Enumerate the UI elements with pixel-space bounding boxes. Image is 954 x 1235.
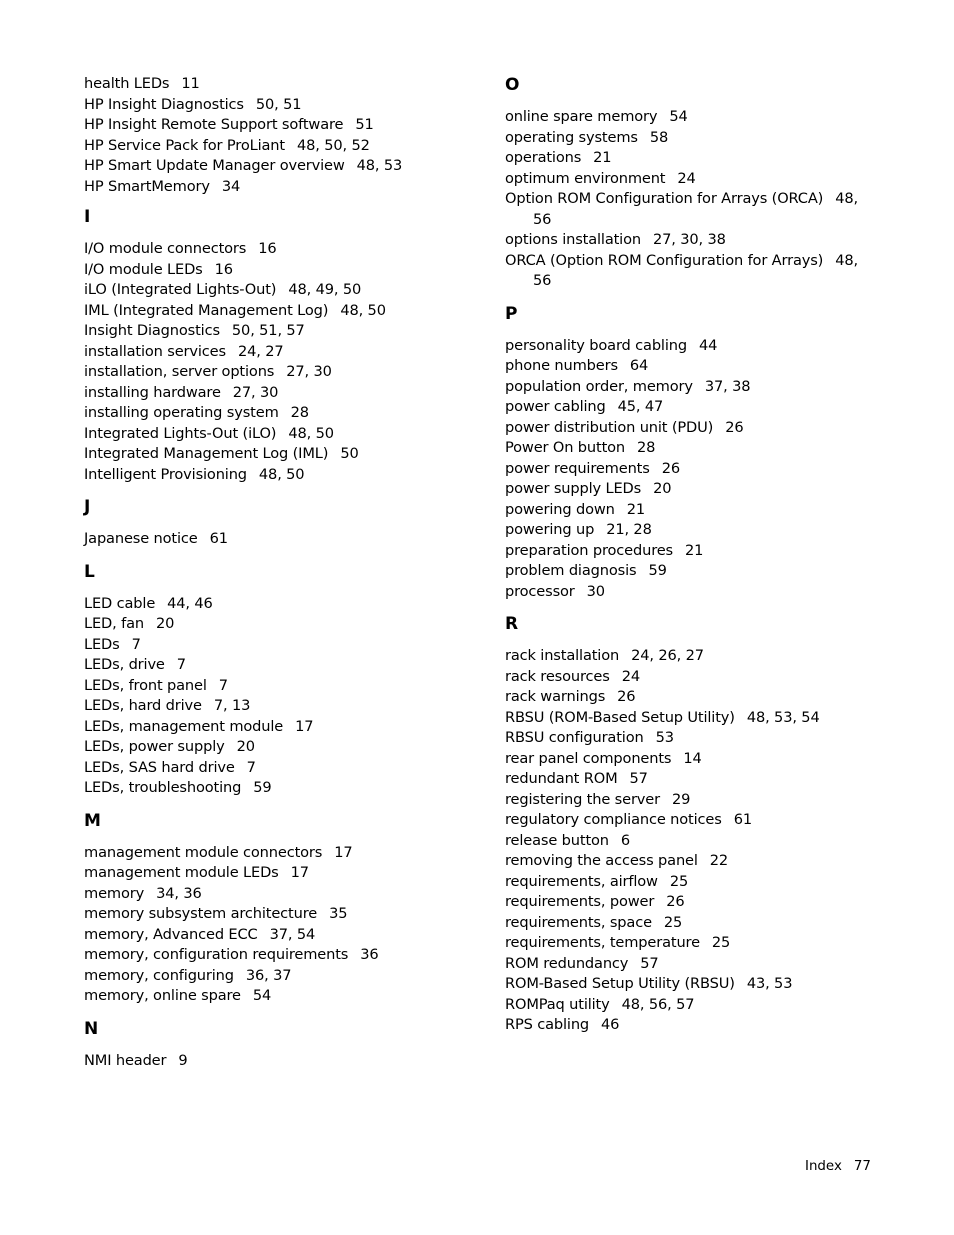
index-term: phone numbers bbox=[505, 357, 618, 374]
index-term: population order, memory bbox=[505, 377, 693, 395]
index-entry bbox=[84, 301, 484, 322]
index-term: requirements, space bbox=[505, 913, 652, 931]
index-page-refs: 6 bbox=[620, 831, 631, 849]
index-entry bbox=[84, 676, 484, 697]
index-term: HP Smart Update Manager overview bbox=[84, 157, 345, 174]
index-entry bbox=[84, 1051, 484, 1072]
index-entry bbox=[84, 362, 484, 383]
index-term: IML (Integrated Management Log) bbox=[84, 301, 329, 319]
index-term: HP SmartMemory bbox=[84, 177, 210, 195]
section-letter-heading: P bbox=[505, 303, 518, 324]
index-page-refs: 46 bbox=[601, 1016, 620, 1033]
index-term: installation services bbox=[84, 342, 226, 360]
index-page-refs: 48, bbox=[835, 251, 858, 269]
index-page-refs: 7 bbox=[176, 656, 186, 673]
index-entry bbox=[84, 635, 484, 656]
index-term: LEDs, drive bbox=[84, 656, 165, 673]
index-term: RBSU (ROM-Based Setup Utility) bbox=[505, 708, 735, 726]
index-page-refs: 25 bbox=[663, 913, 683, 931]
index-entry bbox=[84, 945, 484, 966]
index-entry bbox=[505, 892, 875, 913]
index-page-refs: 7 bbox=[131, 635, 141, 653]
index-term: installing operating system bbox=[84, 404, 279, 421]
index-term: LED, fan bbox=[84, 615, 144, 632]
page-number: 77 bbox=[853, 1159, 871, 1174]
index-entry bbox=[505, 687, 875, 708]
index-page-refs: 24, 27 bbox=[237, 342, 284, 360]
index-term: removing the access panel bbox=[505, 852, 698, 869]
index-term: I/O module connectors bbox=[84, 240, 247, 257]
index-entry bbox=[84, 342, 484, 363]
section-letter-heading: J bbox=[84, 497, 91, 517]
index-entry bbox=[84, 863, 484, 884]
index-entry bbox=[84, 177, 484, 198]
section-letter-heading: N bbox=[84, 1018, 99, 1039]
index-term: LEDs bbox=[84, 635, 120, 653]
index-page-refs: 48, 53, 54 bbox=[746, 708, 820, 726]
index-term: HP Service Pack for ProLiant bbox=[84, 136, 285, 154]
index-term: memory, configuring bbox=[84, 966, 234, 984]
index-entry bbox=[505, 769, 875, 790]
index-entry bbox=[84, 424, 484, 445]
index-term: HP Insight Remote Support software bbox=[84, 116, 344, 133]
index-entry bbox=[84, 614, 484, 635]
index-entry bbox=[505, 189, 875, 230]
index-entry bbox=[505, 500, 875, 521]
index-term: memory, online spare bbox=[84, 987, 241, 1004]
index-page-refs: 48, 53 bbox=[356, 157, 403, 174]
index-entry bbox=[84, 260, 484, 281]
page-footer bbox=[805, 1158, 871, 1176]
index-entry bbox=[505, 749, 875, 770]
index-term: online spare memory bbox=[505, 108, 658, 125]
index-term: memory, configuration requirements bbox=[84, 946, 349, 963]
index-entry bbox=[84, 465, 484, 486]
index-term: rack resources bbox=[505, 667, 610, 685]
index-page-refs: 24 bbox=[621, 667, 640, 685]
index-page-refs: 44 bbox=[698, 336, 718, 354]
index-term: registering the server bbox=[505, 790, 660, 808]
index-entry bbox=[505, 831, 875, 852]
index-term: power cabling bbox=[505, 398, 606, 415]
index-entry bbox=[84, 737, 484, 758]
index-term: powering up bbox=[505, 521, 595, 538]
index-page-refs: 17 bbox=[334, 843, 353, 861]
index-page-refs: 51 bbox=[355, 116, 374, 133]
index-page-refs: 26 bbox=[661, 459, 680, 477]
index-page-refs: 36 bbox=[360, 946, 379, 963]
index-term: power requirements bbox=[505, 459, 650, 477]
index-page-refs: 50, 51 bbox=[255, 95, 302, 113]
index-term: requirements, airflow bbox=[505, 872, 658, 890]
index-page-refs: 59 bbox=[253, 779, 272, 796]
index-entry bbox=[505, 810, 875, 831]
index-page-refs: 48, 50 bbox=[340, 301, 386, 319]
index-entry bbox=[84, 280, 484, 301]
index-page-refs: 22 bbox=[709, 852, 729, 869]
index-term: processor bbox=[505, 582, 575, 600]
index-page-refs: 24 bbox=[677, 169, 696, 187]
index-page-refs: 34 bbox=[221, 177, 241, 195]
index-term: optimum environment bbox=[505, 169, 666, 187]
index-term: I/O module LEDs bbox=[84, 260, 203, 278]
index-entry bbox=[505, 459, 875, 480]
index-page-refs: 11 bbox=[181, 75, 200, 92]
index-entry bbox=[84, 239, 484, 260]
index-page-refs: 20 bbox=[236, 738, 255, 755]
index-term: LEDs, power supply bbox=[84, 738, 225, 755]
index-term: ROM-Based Setup Utility (RBSU) bbox=[505, 975, 735, 992]
index-entry bbox=[505, 708, 875, 729]
index-term: LEDs, front panel bbox=[84, 676, 207, 694]
index-page-refs: 21 bbox=[626, 500, 646, 518]
index-page-refs: 35 bbox=[329, 905, 348, 922]
index-term: redundant ROM bbox=[505, 770, 618, 787]
index-term: installation, server options bbox=[84, 363, 275, 380]
index-page-refs: 48, 49, 50 bbox=[288, 281, 362, 298]
index-term: HP Insight Diagnostics bbox=[84, 95, 244, 113]
index-term: memory subsystem architecture bbox=[84, 905, 318, 922]
index-page-refs: 26 bbox=[666, 893, 685, 910]
index-page-refs: 21 bbox=[593, 149, 612, 166]
index-page-refs: 54 bbox=[669, 108, 688, 125]
index-term: Integrated Management Log (IML) bbox=[84, 445, 329, 462]
section-letter-heading: I bbox=[84, 207, 91, 227]
index-entry bbox=[84, 925, 484, 946]
index-section-m bbox=[84, 810, 484, 1007]
index-page-refs: 28 bbox=[290, 404, 309, 421]
index-page-refs: 57 bbox=[640, 954, 659, 972]
index-term: RBSU configuration bbox=[505, 729, 644, 746]
index-entry bbox=[505, 169, 875, 190]
index-term: health LEDs bbox=[84, 75, 170, 92]
index-entry bbox=[84, 696, 484, 717]
index-entry bbox=[84, 904, 484, 925]
index-page-refs-continued: 56 bbox=[533, 272, 552, 289]
index-term: requirements, temperature bbox=[505, 934, 700, 951]
section-letter-heading: R bbox=[505, 614, 519, 634]
index-page-refs: 7 bbox=[218, 676, 228, 694]
index-term: regulatory compliance notices bbox=[505, 811, 722, 828]
index-page-refs: 61 bbox=[209, 530, 228, 547]
index-entry bbox=[505, 418, 875, 439]
index-page-refs: 17 bbox=[295, 717, 314, 735]
index-entry bbox=[84, 843, 484, 864]
index-entry bbox=[505, 995, 875, 1016]
index-term: RPS cabling bbox=[505, 1016, 590, 1033]
index-term: installing hardware bbox=[84, 383, 221, 401]
index-page-refs: 16 bbox=[214, 260, 233, 278]
index-entry bbox=[505, 667, 875, 688]
index-page-refs: 24, 26, 27 bbox=[631, 647, 704, 664]
index-page-refs: 54 bbox=[252, 987, 272, 1004]
index-page-refs: 48, 50 bbox=[288, 424, 334, 442]
index-entry bbox=[505, 356, 875, 377]
index-column-left bbox=[84, 74, 484, 1071]
index-entry bbox=[505, 913, 875, 934]
index-section-o bbox=[505, 74, 875, 292]
index-page-refs: 21, 28 bbox=[606, 521, 652, 538]
index-term: power supply LEDs bbox=[505, 480, 642, 497]
index-page-refs: 17 bbox=[290, 864, 309, 881]
index-page-refs: 48, 50 bbox=[258, 465, 305, 483]
index-page-refs: 27, 30 bbox=[232, 383, 279, 401]
index-term: powering down bbox=[505, 500, 615, 518]
index-term: LEDs, management module bbox=[84, 717, 284, 735]
index-entry bbox=[84, 74, 484, 95]
index-page-refs-continued: 56 bbox=[533, 210, 552, 228]
index-page-refs: 7, 13 bbox=[213, 697, 251, 714]
index-term: ROM redundancy bbox=[505, 954, 629, 972]
index-entry bbox=[84, 778, 484, 799]
index-page-refs: 44, 46 bbox=[167, 594, 213, 612]
index-entry bbox=[84, 156, 484, 177]
index-term: Intelligent Provisioning bbox=[84, 465, 247, 483]
index-page-refs: 53 bbox=[655, 729, 674, 746]
index-entry bbox=[505, 520, 875, 541]
index-term: management module LEDs bbox=[84, 864, 279, 881]
index-term: iLO (Integrated Lights-Out) bbox=[84, 281, 277, 298]
index-page-refs: 25 bbox=[669, 872, 689, 890]
index-section-i bbox=[84, 206, 484, 485]
index-entry bbox=[84, 321, 484, 342]
index-term: memory bbox=[84, 884, 145, 902]
index-term: ORCA (Option ROM Configuration for Arrays) bbox=[505, 251, 824, 269]
index-entry bbox=[84, 136, 484, 157]
index-page-refs: 50 bbox=[340, 445, 359, 462]
index-entry bbox=[84, 966, 484, 987]
index-entry bbox=[84, 758, 484, 779]
index-lead-group bbox=[84, 74, 484, 197]
index-entry bbox=[505, 646, 875, 667]
index-term: Power On button bbox=[505, 439, 626, 456]
index-entry bbox=[505, 251, 875, 292]
index-term: rack warnings bbox=[505, 688, 606, 705]
index-entry bbox=[84, 986, 484, 1007]
index-term: release button bbox=[505, 831, 609, 849]
index-entry bbox=[84, 655, 484, 676]
index-entry bbox=[505, 872, 875, 893]
index-page-refs: 7 bbox=[246, 758, 256, 776]
index-term: requirements, power bbox=[505, 893, 655, 910]
section-letter-heading: M bbox=[84, 810, 101, 831]
index-term: management module connectors bbox=[84, 843, 323, 861]
index-entry bbox=[505, 954, 875, 975]
index-entry bbox=[505, 107, 875, 128]
index-entry bbox=[505, 728, 875, 749]
index-entry bbox=[505, 974, 875, 995]
index-column-right bbox=[505, 74, 875, 1036]
index-entry bbox=[505, 397, 875, 418]
index-entry bbox=[505, 148, 875, 169]
index-entry bbox=[505, 582, 875, 603]
index-entry bbox=[505, 377, 875, 398]
index-page-refs: 48, bbox=[835, 190, 858, 207]
index-page-refs: 61 bbox=[733, 811, 752, 828]
index-entry bbox=[505, 230, 875, 251]
index-section-l bbox=[84, 561, 484, 799]
index-page-refs: 21 bbox=[685, 541, 704, 559]
index-entry bbox=[505, 561, 875, 582]
index-entry bbox=[84, 95, 484, 116]
index-term: memory, Advanced ECC bbox=[84, 925, 258, 943]
index-entry bbox=[505, 1015, 875, 1036]
index-page-refs: 34, 36 bbox=[156, 884, 202, 902]
index-entry bbox=[84, 529, 484, 550]
index-page-refs: 20 bbox=[156, 615, 175, 632]
index-term: preparation procedures bbox=[505, 541, 674, 559]
footer-label: Index bbox=[805, 1159, 842, 1174]
index-page-refs: 29 bbox=[671, 790, 691, 808]
index-term: operations bbox=[505, 149, 582, 166]
index-entry bbox=[84, 717, 484, 738]
index-page-refs: 50, 51, 57 bbox=[231, 322, 305, 339]
index-page-refs: 45, 47 bbox=[617, 398, 664, 415]
index-term: Option ROM Configuration for Arrays (ORCA) bbox=[505, 190, 824, 207]
index-entry bbox=[84, 403, 484, 424]
index-page-refs: 16 bbox=[258, 240, 277, 257]
index-term: NMI header bbox=[84, 1051, 167, 1069]
index-term: LEDs, hard drive bbox=[84, 697, 202, 714]
index-term: personality board cabling bbox=[505, 336, 687, 354]
index-page-refs: 48, 50, 52 bbox=[296, 136, 370, 154]
index-term: options installation bbox=[505, 231, 641, 248]
index-page-refs: 58 bbox=[649, 128, 669, 146]
index-term: LEDs, SAS hard drive bbox=[84, 758, 235, 776]
index-entry bbox=[505, 541, 875, 562]
index-term: power distribution unit (PDU) bbox=[505, 418, 714, 436]
index-page-refs: 59 bbox=[648, 562, 667, 579]
index-entry bbox=[505, 336, 875, 357]
index-section-r bbox=[505, 613, 875, 1036]
index-entry bbox=[505, 933, 875, 954]
index-entry bbox=[505, 790, 875, 811]
index-term: Japanese notice bbox=[84, 530, 198, 547]
index-section-n bbox=[84, 1018, 484, 1072]
index-page-refs: 9 bbox=[178, 1051, 188, 1069]
index-page-refs: 37, 54 bbox=[269, 925, 316, 943]
index-page-refs: 48, 56, 57 bbox=[621, 995, 695, 1013]
index-page-refs: 36, 37 bbox=[245, 966, 292, 984]
index-page-refs: 26 bbox=[617, 688, 636, 705]
index-term: operating systems bbox=[505, 128, 638, 146]
index-term: LEDs, troubleshooting bbox=[84, 779, 242, 796]
index-section-p bbox=[505, 303, 875, 603]
index-term: rear panel components bbox=[505, 749, 672, 767]
index-page-refs: 14 bbox=[683, 749, 702, 767]
index-entry bbox=[84, 884, 484, 905]
index-entry bbox=[84, 594, 484, 615]
index-entry bbox=[505, 128, 875, 149]
index-page-refs: 57 bbox=[629, 770, 648, 787]
index-term: problem diagnosis bbox=[505, 562, 637, 579]
index-page-refs: 25 bbox=[711, 934, 731, 951]
index-entry bbox=[84, 383, 484, 404]
index-page-refs: 37, 38 bbox=[704, 377, 751, 395]
index-entry bbox=[84, 444, 484, 465]
index-entry bbox=[84, 115, 484, 136]
index-term: rack installation bbox=[505, 647, 620, 664]
section-letter-heading: L bbox=[84, 561, 95, 582]
index-page-refs: 30 bbox=[586, 582, 605, 600]
section-letter-heading: O bbox=[505, 75, 520, 95]
index-section-j bbox=[84, 496, 484, 550]
index-page-refs: 26 bbox=[725, 418, 744, 436]
index-entry bbox=[505, 851, 875, 872]
index-term: Integrated Lights-Out (iLO) bbox=[84, 424, 277, 442]
index-page-refs: 27, 30 bbox=[286, 363, 332, 380]
index-page-refs: 43, 53 bbox=[746, 975, 793, 992]
index-entry bbox=[505, 479, 875, 500]
index-page-refs: 27, 30, 38 bbox=[652, 231, 726, 248]
index-entry bbox=[505, 438, 875, 459]
index-term: LED cable bbox=[84, 594, 156, 612]
index-page-refs: 64 bbox=[629, 357, 649, 374]
index-term: Insight Diagnostics bbox=[84, 322, 220, 339]
index-page-refs: 28 bbox=[637, 439, 656, 456]
index-term: ROMPaq utility bbox=[505, 995, 610, 1013]
index-page-refs: 20 bbox=[653, 480, 672, 497]
